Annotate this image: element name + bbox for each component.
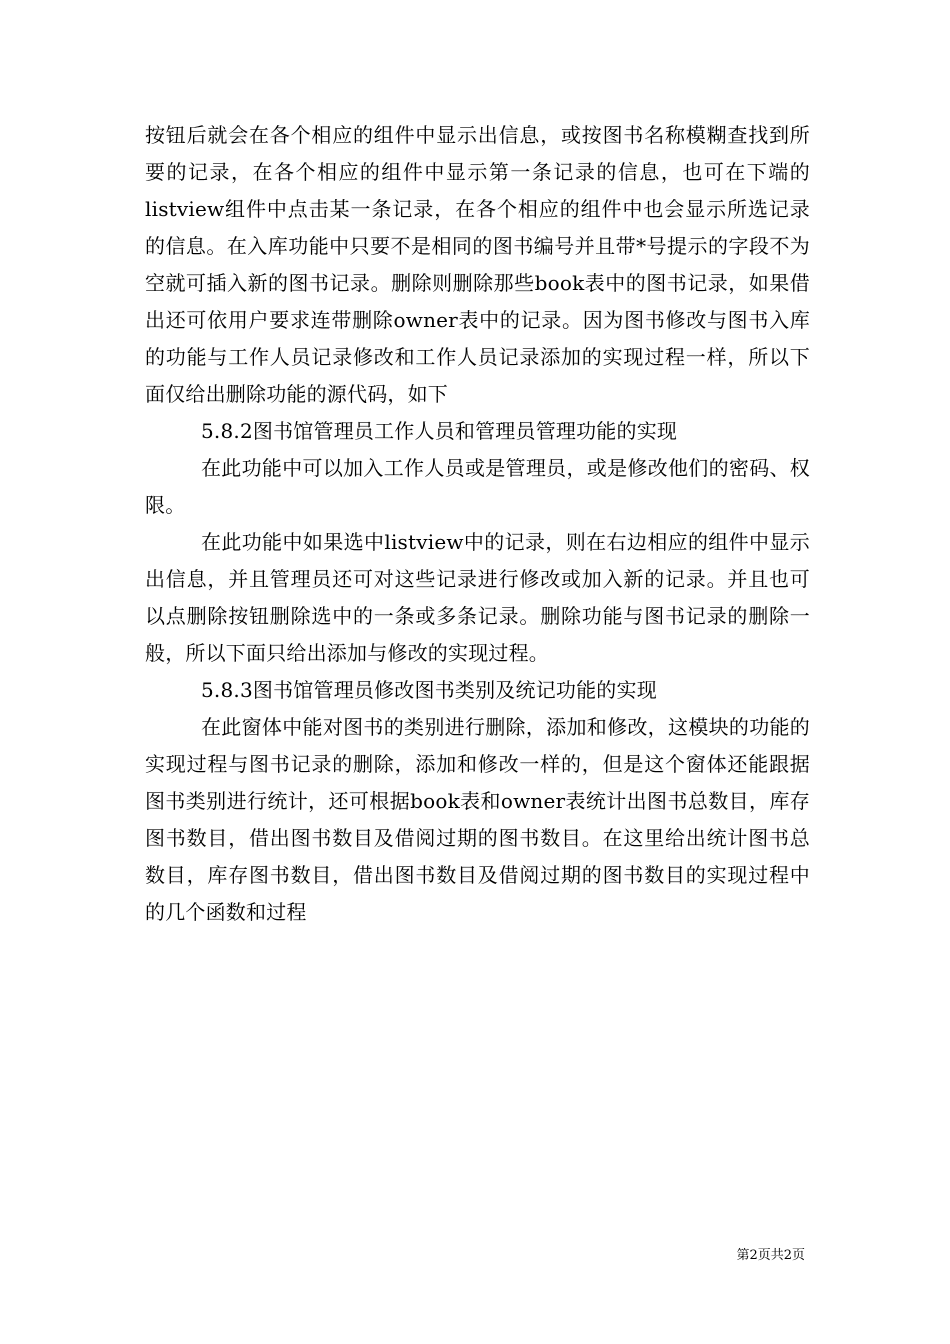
paragraph-body-3: 在此功能中如果选中listview中的记录，则在右边相应的组件中显示出信息，并且管理员还可对这些记录进行修改或加入新的记录。并且也可以点删除按钮删除选中的一条或多条记录。删除功能与图书记录的删除一般，所以下面只给出添加与修改的实现过程。 <box>145 530 810 665</box>
section-heading-5-8-3: 5.8.3图书馆管理员修改图书类别及统记功能的实现 <box>201 678 657 702</box>
paragraph-body-4: 在此窗体中能对图书的类别进行删除，添加和修改，这模块的功能的实现过程与图书记录的删除，添加和修改一样的，但是这个窗体还能跟据图书类别进行统计，还可根据book表和owner表统计出图书总数目，库存图书数目，借出图书数目及借阅过期的图书数目。在这里给出统计图书总数目，库存图书数目，借出图书数目及借阅过期的图书数目的实现过程中的几个函数和过程 <box>145 715 810 924</box>
paragraph-body-2: 在此功能中可以加入工作人员或是管理员，或是修改他们的密码、权限。 <box>145 456 810 517</box>
document-body <box>145 117 810 931</box>
page-number-footer: 第2页共2页 <box>736 1248 805 1263</box>
section-heading-5-8-2: 5.8.2图书馆管理员工作人员和管理员管理功能的实现 <box>201 419 678 443</box>
paragraph-body-1: 按钮后就会在各个相应的组件中显示出信息，或按图书名称模糊查找到所要的记录，在各个相应的组件中显示第一条记录的信息，也可在下端的listview组件中点击某一条记录，在各个相应的组件中也会显示所选记录的信息。在入库功能中只要不是相同的图书编号并且带*号提示的字段不为空就可插入新的图书记录。删除则删除那些book表中的图书记录，如果借出还可依用户要求连带删除owner表中的记录。因为图书修改与图书入库的功能与工作人员记录修改和工作人员记录添加的实现过程一样，所以下面仅给出删除功能的源代码，如下 <box>145 123 810 406</box>
